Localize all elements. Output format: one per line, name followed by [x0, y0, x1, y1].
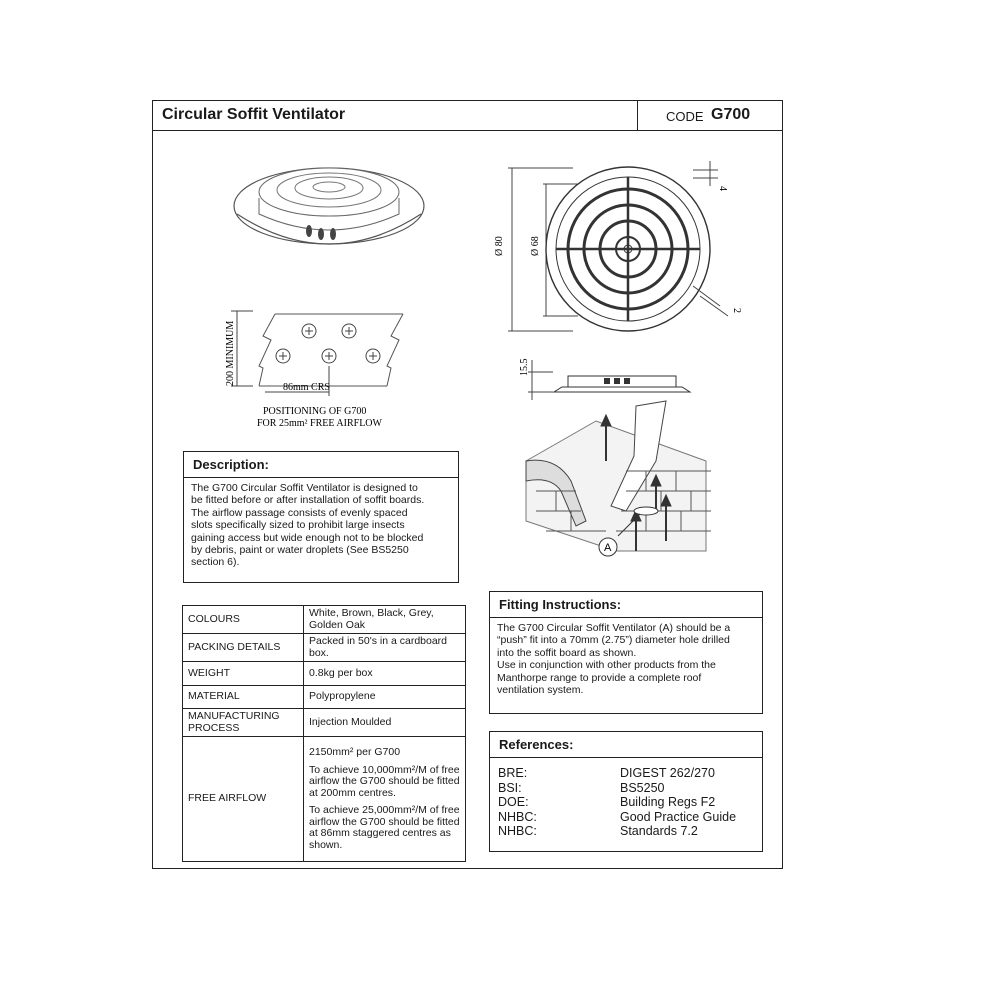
dimension-15-5-label: 15.5 — [519, 358, 530, 376]
dimension-2-label: 2 — [731, 308, 742, 313]
weight-label: WEIGHT — [183, 662, 304, 686]
packing-value: Packed in 50's in a cardboard box. — [304, 634, 466, 662]
dimension-4-label: 4 — [717, 186, 728, 191]
packing-label: PACKING DETAILS — [183, 634, 304, 662]
reference-doc: Building Regs F2 — [620, 795, 716, 809]
product-data-sheet — [152, 100, 783, 869]
reference-org: NHBC: — [498, 809, 537, 824]
process-label: MANUFACTURING PROCESS — [183, 709, 304, 737]
airflow-label: FREE AIRFLOW — [183, 737, 304, 862]
airflow-value-line-2: To achieve 10,000mm²/M of free airflow the G700 should be fitted at 200mm centres. — [309, 763, 460, 799]
reference-doc: DIGEST 262/270 — [620, 766, 715, 780]
fitting-instructions-box — [489, 591, 763, 714]
vent-perspective-drawing — [229, 156, 429, 266]
reference-org: BRE: — [498, 766, 528, 780]
table-row — [183, 686, 466, 709]
reference-doc: Standards 7.2 — [620, 824, 698, 838]
list-item — [490, 781, 762, 796]
colours-value: White, Brown, Black, Grey, Golden Oak — [304, 606, 466, 634]
table-row — [183, 737, 466, 862]
table-row — [183, 634, 466, 662]
references-box — [489, 731, 763, 852]
positioning-crs-label: 86mm CRS — [283, 382, 330, 393]
list-item — [490, 766, 762, 781]
positioning-caption-line-2: FOR 25mm² FREE AIRFLOW — [257, 418, 382, 429]
vent-side-profile-drawing — [518, 356, 698, 404]
weight-value: 0.8kg per box — [304, 662, 466, 686]
page-title: Circular Soffit Ventilator — [162, 106, 346, 123]
list-item — [490, 824, 762, 839]
material-value: Polypropylene — [304, 686, 466, 709]
airflow-value-line-3: To achieve 25,000mm²/M of free airflow the G700 should be fitted at 86mm staggered centres as shown. — [309, 804, 460, 851]
reference-org: NHBC: — [498, 824, 537, 838]
positioning-caption-line-1: POSITIONING OF G700 — [263, 406, 367, 417]
list-item — [490, 810, 762, 825]
title-row — [153, 101, 782, 131]
table-row — [183, 662, 466, 686]
colours-label: COLOURS — [183, 606, 304, 634]
references-heading: References: — [490, 732, 762, 758]
list-item — [490, 795, 762, 810]
description-heading: Description: — [184, 452, 458, 478]
airflow-value — [304, 737, 466, 862]
diameter-68-label: Ø 68 — [530, 236, 541, 256]
table-row — [183, 606, 466, 634]
installation-sketch — [516, 401, 716, 561]
vent-plan-view-drawing — [488, 156, 748, 341]
table-row — [183, 709, 466, 737]
product-code-box — [637, 101, 782, 130]
description-box — [183, 451, 459, 583]
code-value: G700 — [711, 106, 751, 123]
positioning-diagram — [223, 306, 423, 434]
airflow-value-line-1: 2150mm² per G700 — [309, 746, 401, 758]
callout-a-label: A — [604, 542, 612, 554]
description-text: The G700 Circular Soffit Ventilator is designed to be fitted before or after installation of soffit boards. The airflow passage consists of evenly spaced slots specifically sized to prohibit large insects gaining access but wide enough not to be blocked by debris, paint or water droplets (See BS5250 section 6). — [191, 482, 425, 569]
fitting-instructions-heading: Fitting Instructions: — [490, 592, 762, 618]
diameter-80-label: Ø 80 — [494, 236, 505, 256]
code-label: CODE — [666, 109, 704, 124]
reference-org: BSI: — [498, 780, 522, 795]
fitting-instructions-text: The G700 Circular Soffit Ventilator (A) should be a “push” fit into a 70mm (2.75”) diameter hole drilled into the soffit board as shown. Use in conjunction with other products from the Manthorpe range to provide a complete roof ventilation system. — [497, 622, 731, 697]
reference-doc: Good Practice Guide — [620, 809, 737, 824]
material-label: MATERIAL — [183, 686, 304, 709]
reference-doc: BS5250 — [620, 780, 665, 795]
positioning-minimum-label: 200 MINIMUM — [225, 320, 236, 386]
specification-table — [182, 605, 466, 862]
reference-org: DOE: — [498, 795, 529, 809]
process-value: Injection Moulded — [304, 709, 466, 737]
